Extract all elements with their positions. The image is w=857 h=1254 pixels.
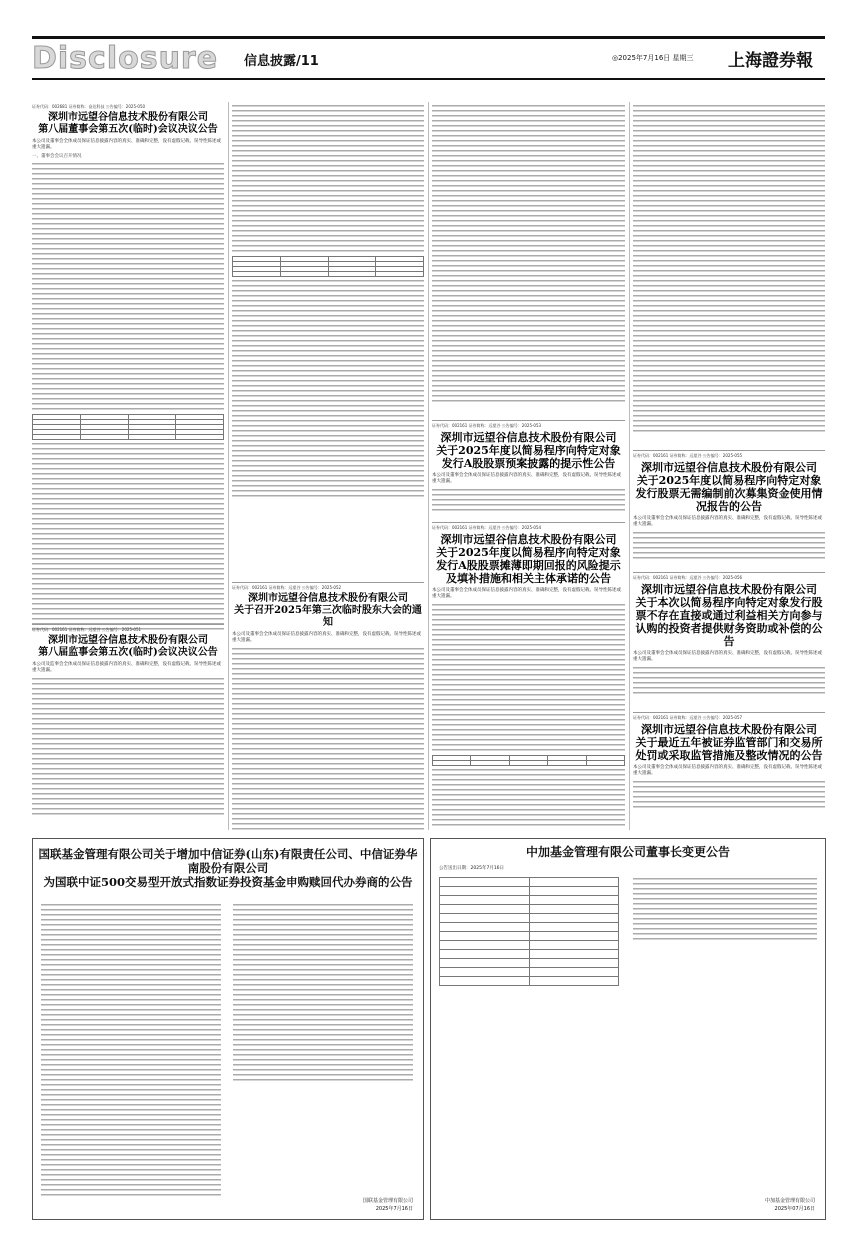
section-title: 信息披露/11 (244, 54, 319, 69)
fund-announcement-body-right (233, 901, 413, 1197)
data-table (432, 755, 625, 766)
announcement-supervisory-resolution (32, 622, 224, 830)
announcement-placement-notice (432, 418, 625, 518)
divider (633, 712, 825, 713)
body-text (633, 104, 825, 434)
announcement-title: 关于2025年度以简易程序向特定对象发行A股股票摊薄即期回报的风险提示及填补措施和相关主体承诺的公告 (436, 546, 621, 585)
announcement-lead: 本公司及董事会全体成员保证信息披露内容的真实、准确和完整，没有虚假记载、误导性陈述或重大遗漏。 (633, 651, 822, 662)
body-text (432, 104, 625, 404)
announcement-title: 第八届董事会第五次(临时)会议决议公告 (38, 124, 218, 135)
stock-code-line: 证券代码：002161 证券简称：远望谷 公告编号：2025-056 (633, 575, 743, 580)
body-text (432, 603, 625, 753)
announcement-lead: 本公司及董事会全体成员保证信息披露内容的真实、准确和完整，没有虚假记载、误导性陈述或重大遗漏。 (633, 516, 822, 527)
announcement-title: 关于2025年度以简易程序向特定对象发行A股股票预案披露的提示性公告 (436, 444, 621, 470)
announcement-lead: 本公司及董事会全体成员保证信息披露内容的真实、准确和完整，没有虚假记载、误导性陈述或重大遗漏。 (432, 473, 621, 484)
company-name: 深圳市远望谷信息技术股份有限公司 (641, 461, 817, 474)
announcement-title: 关于召开2025年第三次临时股东大会的通知 (234, 605, 422, 628)
announcement-no-financial-assistance (633, 570, 825, 708)
stock-code-line: 证券代码：002681 证券简称：奋达科技 公告编号：2025-050 (32, 104, 146, 109)
stock-code-line: 证券代码：002161 证券简称：远望谷 公告编号：2025-053 (432, 423, 542, 428)
divider (32, 624, 224, 625)
column-4 (633, 102, 825, 830)
stock-code-line: 证券代码：002161 证券简称：远望谷 公告编号：2025-055 (633, 453, 743, 458)
column-divider (428, 102, 429, 830)
divider (633, 450, 825, 451)
body-text (633, 877, 817, 943)
header-top-rule (32, 36, 825, 39)
body-text (32, 162, 224, 412)
body-text (432, 488, 625, 512)
column-1 (32, 102, 224, 830)
stock-code-line: 证券代码：002161 证券简称：远望谷 公告编号：2025-057 (633, 715, 743, 720)
body-text (232, 104, 424, 254)
data-table (32, 414, 224, 440)
section-heading: 一、董事会会议召开情况 (32, 154, 82, 159)
body-text (432, 768, 625, 828)
announcement-title: 关于最近五年被证券监管部门和交易所处罚或采取监管措施及整改情况的公告 (635, 736, 823, 762)
fund-agent-announcement (32, 838, 424, 1220)
column-divider (629, 102, 630, 830)
column-2 (232, 102, 424, 830)
header-bottom-rule (32, 78, 825, 80)
stock-code-line: 证券代码：002161 证券简称：远望谷 公告编号：2025-051 (32, 627, 142, 632)
fund-announcement-title-line2: 为国联中证500交易型开放式指数证券投资基金申购赎回代办券商的公告 (43, 875, 413, 889)
announcement-dilution-risk (432, 520, 625, 830)
body-text (633, 531, 825, 561)
announcement-regulatory-penalties (633, 710, 825, 830)
company-name: 深圳市远望谷信息技术股份有限公司 (641, 723, 817, 736)
section-logo: Disclosure (32, 41, 219, 76)
body-text (233, 903, 413, 1081)
company-name: 深圳市远望谷信息技术股份有限公司 (248, 593, 408, 604)
bottom-announcements (32, 838, 825, 1220)
chairman-announcement-title: 中加基金管理有限公司董事长变更公告 (525, 845, 730, 859)
announcement-continued (633, 102, 825, 444)
stock-code-line: 证券代码：002161 证券简称：远望谷 公告编号：2025-052 (232, 585, 342, 590)
announcement-lead: 本公司及董事会全体成员保证信息披露内容的真实、准确和完整，没有虚假记载、误导性陈述或重大遗漏。 (432, 588, 621, 599)
announcement-lead: 本公司及监事会全体成员保证信息披露内容的真实、准确和完整，没有虚假记载、误导性陈述或重大遗漏。 (32, 662, 221, 673)
fund-announcement-title-line1: 国联基金管理有限公司关于增加中信证券(山东)有限责任公司、中信证券华南股份有限公司 (38, 847, 418, 875)
body-text (32, 442, 224, 632)
company-name: 深圳市远望谷信息技术股份有限公司 (440, 533, 617, 546)
company-name: 深圳市远望谷信息技术股份有限公司 (48, 635, 208, 646)
announcement-title: 关于本次以简易程序向特定对象发行股票不存在直接或通过利益相关方向参与认购的投资者提供财务资助或补偿的公告 (635, 596, 823, 648)
divider (232, 582, 424, 583)
divider (432, 522, 625, 523)
announcement-columns (32, 102, 825, 830)
fund-announcement-body-left (41, 901, 221, 1197)
chairman-announcement-signature: 中加基金管理有限公司 2025年07月16日 (764, 1198, 815, 1212)
announcement-continued (232, 102, 424, 502)
company-name: 深圳市远望谷信息技术股份有限公司 (440, 431, 617, 444)
body-text (633, 780, 825, 810)
company-name: 深圳市远望谷信息技术股份有限公司 (48, 112, 208, 123)
page-header (32, 36, 825, 82)
announcement-lead: 本公司及董事会全体成员保证信息披露内容的真实、准确和完整，没有虚假记载、误导性陈述或重大遗漏。 (633, 765, 822, 776)
body-text (41, 903, 221, 1199)
body-text (232, 647, 424, 830)
announcement-date: 公告送出日期：2025年7月16日 (439, 866, 505, 871)
announcement-no-prior-funds-report (633, 448, 825, 568)
newspaper-masthead: 上海證券報 (728, 51, 813, 71)
column-divider (228, 102, 229, 830)
stock-code-line: 证券代码：002161 证券简称：远望谷 公告编号：2025-054 (432, 525, 542, 530)
chairman-table (439, 875, 619, 1197)
chairman-table-right (633, 875, 817, 1039)
announcement-board-resolution (32, 102, 224, 614)
announcement-continued (432, 102, 625, 412)
body-text (232, 279, 424, 499)
body-text (633, 666, 825, 696)
announcement-title: 关于2025年度以简易程序向特定对象发行股票无需编制前次募集资金使用情况报告的公告 (635, 474, 823, 513)
announcement-lead: 本公司及董事会全体成员保证信息披露内容的真实、准确和完整，没有虚假记载、误导性陈述或重大遗漏。 (232, 632, 421, 643)
divider (633, 572, 825, 573)
fund-announcement-signature: 国联基金管理有限公司 2025年7月16日 (362, 1198, 413, 1212)
data-table (232, 256, 424, 277)
column-3 (432, 102, 625, 830)
data-table (439, 877, 619, 986)
announcement-lead: 本公司及董事会全体成员保证信息披露内容的真实、准确和完整，没有虚假记载、误导性陈述或重大遗漏。 (32, 139, 221, 150)
divider (432, 420, 625, 421)
announcement-shareholder-meeting (232, 580, 424, 830)
issue-date: ◎2025年7月16日 星期三 (612, 54, 694, 62)
body-text (32, 677, 224, 817)
chairman-change-announcement (430, 838, 826, 1220)
announcement-title: 第八届监事会第五次(临时)会议决议公告 (38, 647, 218, 658)
company-name: 深圳市远望谷信息技术股份有限公司 (641, 583, 817, 596)
